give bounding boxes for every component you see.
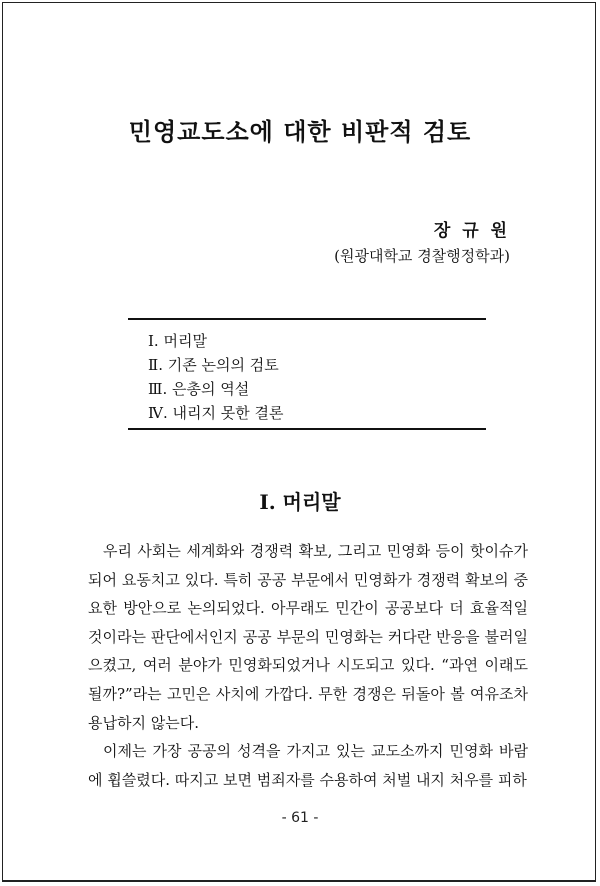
author-affiliation: (원광대학교 경찰행정학과) [334, 247, 510, 265]
document-title: 민영교도소에 대한 비판적 검토 [128, 117, 472, 146]
toc-item: Ⅲ. 은총의 역설 [148, 380, 250, 398]
toc-top-rule [128, 318, 486, 320]
toc-item: Ⅱ. 기존 논의의 검토 [148, 356, 279, 374]
table-of-contents [148, 329, 284, 425]
toc-bottom-rule [128, 428, 486, 430]
paragraph: 이제는 가장 공공의 성격을 가지고 있는 교도소까지 민영화 바람에 휩쓸렸다. 따지고 보면 범죄자를 수용하여 처벌 내지 처우를 피하 [88, 742, 528, 789]
paragraph: 우리 사회는 세계화와 경쟁력 확보, 그리고 민영화 등이 핫이슈가 되어 요동치고 있다. 특히 공공 부문에서 민영화가 경쟁력 확보의 중요한 방안으로 논의되었다. 아무래도 민간이 공공보다 더 효율적일 것이라는 판단에서인지 공공 부문의 민영화는 커다란 반응을 불러일으켰고, 여러 분야가 민영화되었거나 시도되고 있다. “과연 이래도 될까?”라는 고민은 사치에 가깝다. 무한 경쟁은 뒤돌아 볼 여유조차 용납하지 않는다. [88, 542, 528, 732]
body-text [88, 537, 528, 794]
toc-item: Ⅳ. 내리지 못한 결론 [148, 404, 284, 422]
section-heading: Ⅰ. 머리말 [259, 490, 341, 514]
page-number: - 61 - [281, 810, 319, 826]
toc-item: Ⅰ. 머리말 [148, 332, 207, 350]
author-name: 장 규 원 [433, 221, 510, 241]
